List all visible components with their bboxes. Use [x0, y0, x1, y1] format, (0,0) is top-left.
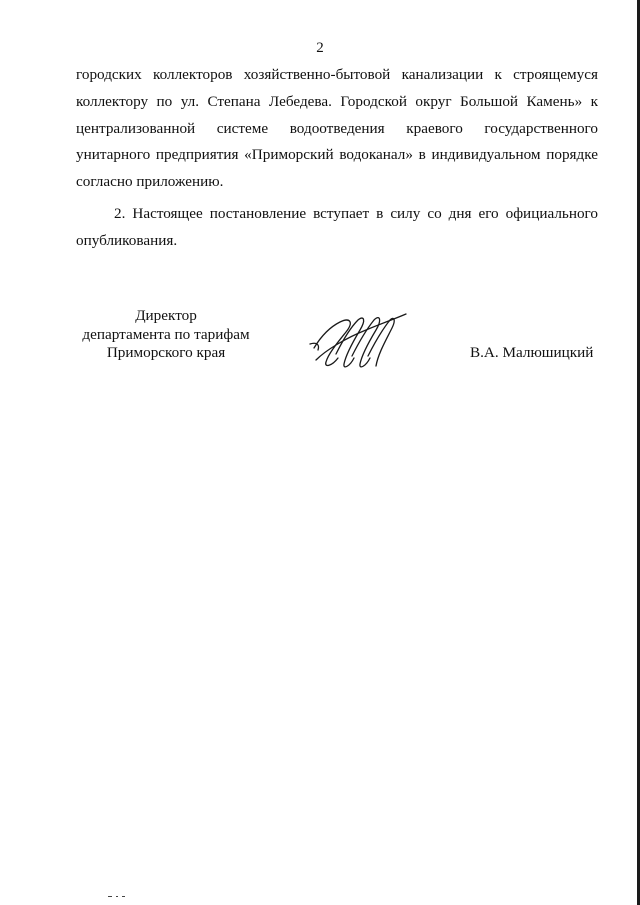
signatory-title-line: Приморского края	[106, 344, 226, 361]
signatory-title	[66, 307, 266, 363]
paragraph-line: коллектору по ул. Степана Лебедева. Городской округ Большой Камень» к	[76, 92, 598, 110]
paragraph-line: унитарного предприятия «Приморский водоканал» в индивидуальном порядке	[76, 146, 598, 164]
paragraph-line: централизованной системе водоотведения краевого государственного	[76, 119, 598, 137]
signatory-title-line: департамента по тарифам	[82, 325, 250, 343]
scan-bottom-marks	[108, 895, 628, 898]
paragraph-line: городских коллекторов хозяйственно-бытовой канализации к строящемуся	[76, 66, 598, 83]
paragraph-line: согласно приложению.	[76, 173, 224, 191]
page-number: 2	[316, 40, 324, 56]
paragraph-line: опубликования.	[76, 231, 178, 249]
paragraph-line: 2. Настоящее постановление вступает в силу со дня его официального	[114, 205, 598, 222]
signatory-name: В.А. Малюшицкий	[470, 344, 594, 361]
paragraph-1	[76, 62, 598, 196]
handwritten-signature	[306, 308, 416, 378]
paragraph-2	[76, 201, 598, 255]
signatory-title-line: Директор	[135, 307, 197, 324]
